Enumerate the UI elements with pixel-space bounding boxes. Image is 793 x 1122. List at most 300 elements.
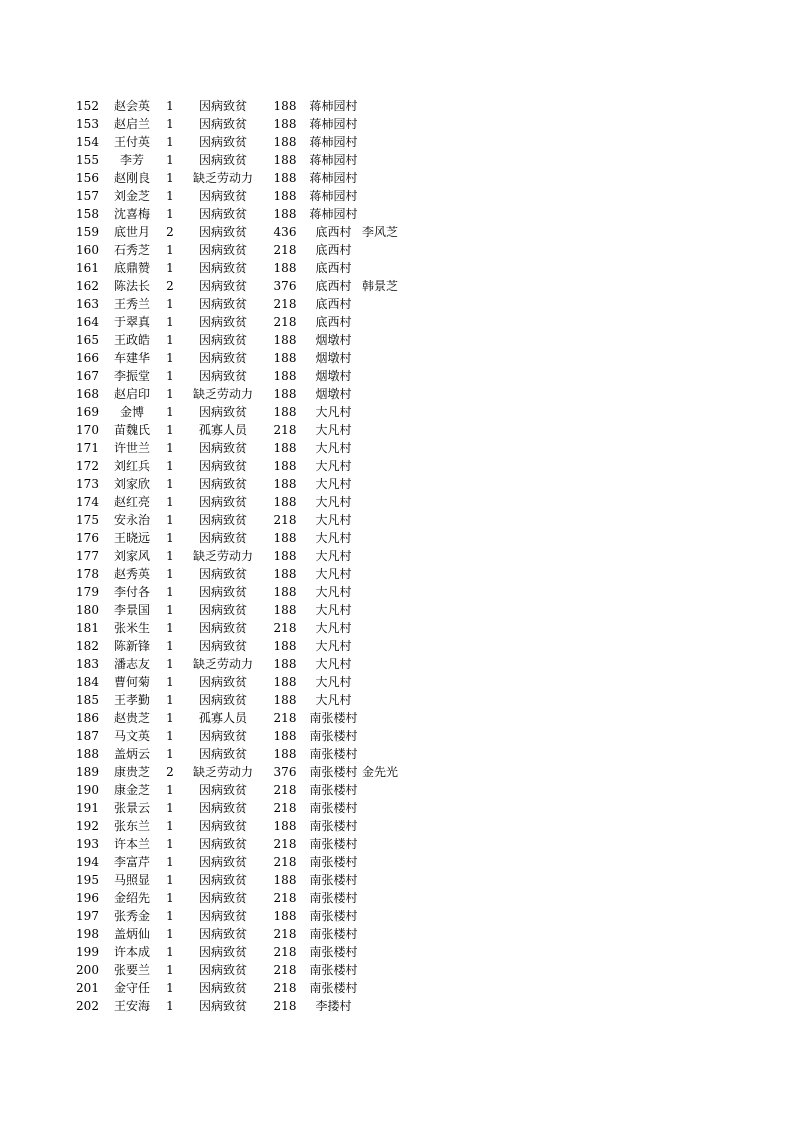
table-row (70, 565, 412, 583)
person-name: 马照显 (113, 873, 150, 887)
co-member-name (362, 529, 412, 547)
row-number: 159 (76, 225, 99, 239)
household-count: 1 (166, 783, 174, 797)
table-row (70, 151, 412, 169)
village-name: 蒋柿园村 (309, 189, 358, 203)
household-count: 1 (166, 459, 174, 473)
poverty-reason: 因病致贫 (198, 729, 247, 743)
village-name: 南张楼村 (309, 765, 358, 779)
row-number: 153 (76, 117, 99, 131)
co-member-name (362, 619, 412, 637)
person-name: 李景国 (113, 603, 150, 617)
person-name: 许本兰 (113, 837, 150, 851)
table-row (70, 331, 412, 349)
poverty-reason: 因病致贫 (198, 369, 247, 383)
row-number: 195 (76, 873, 99, 887)
household-count: 1 (166, 531, 174, 545)
village-name: 大凡村 (315, 495, 352, 509)
person-name: 金绍先 (113, 891, 150, 905)
poverty-reason: 因病致贫 (198, 999, 247, 1013)
poverty-reason: 因病致贫 (198, 297, 247, 311)
household-count: 1 (166, 441, 174, 455)
person-name: 陈新锋 (113, 639, 150, 653)
row-number: 162 (76, 279, 99, 293)
household-count: 1 (166, 387, 174, 401)
village-name: 南张楼村 (309, 909, 358, 923)
person-name: 张景云 (113, 801, 150, 815)
subsidy-amount: 188 (273, 261, 297, 275)
subsidy-amount: 188 (273, 477, 297, 491)
table-row (70, 781, 412, 799)
subsidy-amount: 218 (273, 621, 297, 635)
village-name: 南张楼村 (309, 711, 358, 725)
table-row (70, 655, 412, 673)
subsidy-amount: 188 (273, 387, 297, 401)
table-row (70, 367, 412, 385)
subsidy-amount: 188 (273, 819, 297, 833)
subsidy-amount: 218 (273, 711, 297, 725)
co-member-name (362, 637, 412, 655)
poverty-reason: 缺乏劳动力 (192, 549, 253, 563)
row-number: 160 (76, 243, 99, 257)
household-count: 1 (166, 297, 174, 311)
co-member-name (362, 727, 412, 745)
co-member-name (362, 979, 412, 997)
village-name: 大凡村 (315, 621, 352, 635)
person-name: 刘家欣 (113, 477, 150, 491)
poverty-reason: 因病致贫 (198, 819, 247, 833)
table-row (70, 907, 412, 925)
poverty-reason: 因病致贫 (198, 927, 247, 941)
subsidy-amount: 188 (273, 189, 297, 203)
poverty-reason: 缺乏劳动力 (192, 387, 253, 401)
person-name: 赵贵芝 (113, 711, 150, 725)
subsidy-amount: 436 (273, 225, 297, 239)
village-name: 南张楼村 (309, 963, 358, 977)
poverty-reason: 因病致贫 (198, 135, 247, 149)
person-name: 安永治 (113, 513, 150, 527)
table-row (70, 583, 412, 601)
poverty-reason: 因病致贫 (198, 531, 247, 545)
village-name: 南张楼村 (309, 783, 358, 797)
row-number: 155 (76, 153, 99, 167)
row-number: 183 (76, 657, 99, 671)
village-name: 底西村 (315, 315, 352, 329)
row-number: 178 (76, 567, 99, 581)
co-member-name (362, 133, 412, 151)
poverty-reason: 因病致贫 (198, 909, 247, 923)
household-count: 1 (166, 189, 174, 203)
person-name: 盖炳云 (113, 747, 150, 761)
table-row (70, 547, 412, 565)
person-name: 陈法长 (113, 279, 150, 293)
household-count: 1 (166, 711, 174, 725)
household-count: 1 (166, 243, 174, 257)
row-number: 169 (76, 405, 99, 419)
row-number: 200 (76, 963, 99, 977)
subsidy-amount: 218 (273, 315, 297, 329)
table-row (70, 421, 412, 439)
poverty-reason: 因病致贫 (198, 441, 247, 455)
person-name: 李振堂 (113, 369, 150, 383)
village-name: 蒋柿园村 (309, 135, 358, 149)
village-name: 蒋柿园村 (309, 207, 358, 221)
household-count: 1 (166, 909, 174, 923)
row-number: 171 (76, 441, 99, 455)
village-name: 大凡村 (315, 693, 352, 707)
person-name: 赵秀英 (113, 567, 150, 581)
row-number: 198 (76, 927, 99, 941)
household-count: 1 (166, 927, 174, 941)
person-name: 赵启印 (113, 387, 150, 401)
household-count: 1 (166, 333, 174, 347)
village-name: 大凡村 (315, 657, 352, 671)
table-row (70, 349, 412, 367)
subsidy-amount: 188 (273, 585, 297, 599)
subsidy-amount: 376 (273, 765, 297, 779)
table-row (70, 709, 412, 727)
village-name: 大凡村 (315, 405, 352, 419)
poverty-reason: 因病致贫 (198, 639, 247, 653)
poverty-reason: 因病致贫 (198, 855, 247, 869)
subsidy-amount: 188 (273, 441, 297, 455)
village-name: 蒋柿园村 (309, 171, 358, 185)
subsidy-amount: 188 (273, 405, 297, 419)
village-name: 烟墩村 (315, 387, 352, 401)
subsidy-amount: 376 (273, 279, 297, 293)
household-count: 1 (166, 693, 174, 707)
household-count: 1 (166, 207, 174, 221)
row-number: 176 (76, 531, 99, 545)
table-row (70, 169, 412, 187)
household-count: 1 (166, 639, 174, 653)
poverty-reason: 因病致贫 (198, 873, 247, 887)
table-row (70, 259, 412, 277)
person-name: 苗魏氏 (113, 423, 150, 437)
table-row (70, 601, 412, 619)
co-member-name (362, 817, 412, 835)
co-member-name (362, 403, 412, 421)
subsidy-amount: 188 (273, 729, 297, 743)
person-name: 王孝勤 (113, 693, 150, 707)
subsidy-amount: 188 (273, 567, 297, 581)
household-count: 1 (166, 567, 174, 581)
person-name: 康金芝 (113, 783, 150, 797)
subsidy-amount: 218 (273, 855, 297, 869)
person-name: 许本成 (113, 945, 150, 959)
household-count: 1 (166, 657, 174, 671)
table-row (70, 511, 412, 529)
household-count: 1 (166, 585, 174, 599)
co-member-name (362, 799, 412, 817)
poverty-reason: 缺乏劳动力 (192, 171, 253, 185)
poverty-reason: 因病致贫 (198, 153, 247, 167)
village-name: 大凡村 (315, 477, 352, 491)
household-count: 1 (166, 729, 174, 743)
village-name: 大凡村 (315, 423, 352, 437)
village-name: 大凡村 (315, 531, 352, 545)
poverty-reason: 因病致贫 (198, 279, 247, 293)
village-name: 大凡村 (315, 567, 352, 581)
village-name: 底西村 (315, 261, 352, 275)
household-count: 1 (166, 549, 174, 563)
table-row (70, 241, 412, 259)
row-number: 167 (76, 369, 99, 383)
row-number: 184 (76, 675, 99, 689)
row-number: 197 (76, 909, 99, 923)
co-member-name (362, 943, 412, 961)
person-name: 刘金芝 (113, 189, 150, 203)
co-member-name (362, 97, 412, 115)
person-name: 李付各 (113, 585, 150, 599)
poverty-reason: 因病致贫 (198, 459, 247, 473)
village-name: 烟墩村 (315, 369, 352, 383)
poverty-reason: 因病致贫 (198, 945, 247, 959)
co-member-name: 李风芝 (362, 225, 399, 239)
co-member-name (362, 583, 412, 601)
person-name: 马文英 (113, 729, 150, 743)
table-row (70, 313, 412, 331)
household-count: 1 (166, 513, 174, 527)
village-name: 烟墩村 (315, 333, 352, 347)
row-number: 187 (76, 729, 99, 743)
row-number: 189 (76, 765, 99, 779)
poverty-reason: 因病致贫 (198, 99, 247, 113)
poverty-reason: 因病致贫 (198, 585, 247, 599)
table-row (70, 799, 412, 817)
row-number: 191 (76, 801, 99, 815)
co-member-name (362, 295, 412, 313)
village-name: 南张楼村 (309, 819, 358, 833)
household-count: 1 (166, 171, 174, 185)
person-name: 王秀兰 (113, 297, 150, 311)
person-name: 张要兰 (113, 963, 150, 977)
household-count: 1 (166, 477, 174, 491)
row-number: 185 (76, 693, 99, 707)
table-row (70, 187, 412, 205)
co-member-name: 金先光 (362, 765, 399, 779)
village-name: 大凡村 (315, 441, 352, 455)
poverty-reason: 因病致贫 (198, 477, 247, 491)
village-name: 大凡村 (315, 513, 352, 527)
row-number: 193 (76, 837, 99, 851)
row-number: 158 (76, 207, 99, 221)
person-name: 张米生 (113, 621, 150, 635)
table-row (70, 619, 412, 637)
co-member-name (362, 475, 412, 493)
person-name: 许世兰 (113, 441, 150, 455)
person-name: 赵红亮 (113, 495, 150, 509)
household-count: 1 (166, 675, 174, 689)
table-row (70, 997, 412, 1015)
household-count: 2 (166, 765, 174, 779)
row-number: 173 (76, 477, 99, 491)
household-count: 1 (166, 747, 174, 761)
person-name: 赵会英 (113, 99, 150, 113)
poverty-reason: 因病致贫 (198, 981, 247, 995)
household-count: 1 (166, 99, 174, 113)
village-name: 南张楼村 (309, 729, 358, 743)
co-member-name (362, 745, 412, 763)
village-name: 大凡村 (315, 603, 352, 617)
co-member-name (362, 367, 412, 385)
poverty-reason: 孤寡人员 (198, 423, 247, 437)
village-name: 南张楼村 (309, 945, 358, 959)
subsidy-amount: 188 (273, 351, 297, 365)
person-name: 盖炳仙 (113, 927, 150, 941)
village-name: 大凡村 (315, 459, 352, 473)
village-name: 底西村 (315, 297, 352, 311)
poverty-reason: 因病致贫 (198, 189, 247, 203)
table-row (70, 277, 412, 295)
row-number: 165 (76, 333, 99, 347)
co-member-name (362, 439, 412, 457)
subsidy-amount: 218 (273, 981, 297, 995)
poverty-reason: 因病致贫 (198, 567, 247, 581)
person-name: 王政皓 (113, 333, 150, 347)
co-member-name (362, 241, 412, 259)
person-name: 王付英 (113, 135, 150, 149)
poverty-reason: 因病致贫 (198, 261, 247, 275)
household-count: 1 (166, 153, 174, 167)
poverty-reason: 因病致贫 (198, 207, 247, 221)
village-name: 南张楼村 (309, 801, 358, 815)
table-row (70, 385, 412, 403)
subsidy-amount: 188 (273, 495, 297, 509)
person-name: 赵启兰 (113, 117, 150, 131)
poverty-reason: 因病致贫 (198, 333, 247, 347)
person-name: 于翠真 (113, 315, 150, 329)
row-number: 172 (76, 459, 99, 473)
table-row (70, 835, 412, 853)
row-number: 201 (76, 981, 99, 995)
co-member-name (362, 709, 412, 727)
co-member-name (362, 925, 412, 943)
subsidy-amount: 218 (273, 423, 297, 437)
table-row (70, 493, 412, 511)
row-number: 194 (76, 855, 99, 869)
village-name: 南张楼村 (309, 855, 358, 869)
table-row (70, 871, 412, 889)
co-member-name (362, 565, 412, 583)
subsidy-amount: 188 (273, 747, 297, 761)
subsidy-amount: 188 (273, 135, 297, 149)
row-number: 164 (76, 315, 99, 329)
person-name: 底世月 (113, 225, 150, 239)
subsidy-amount: 188 (273, 369, 297, 383)
row-number: 166 (76, 351, 99, 365)
table-row (70, 763, 412, 781)
table-row (70, 295, 412, 313)
row-number: 174 (76, 495, 99, 509)
table-row (70, 115, 412, 133)
household-count: 1 (166, 891, 174, 905)
subsidy-amount: 218 (273, 513, 297, 527)
row-number: 181 (76, 621, 99, 635)
household-count: 1 (166, 873, 174, 887)
subsidy-amount: 188 (273, 639, 297, 653)
poverty-reason: 因病致贫 (198, 315, 247, 329)
poverty-reason: 因病致贫 (198, 963, 247, 977)
roster-table (70, 97, 412, 1015)
household-count: 1 (166, 603, 174, 617)
co-member-name (362, 151, 412, 169)
row-number: 199 (76, 945, 99, 959)
subsidy-amount: 188 (273, 99, 297, 113)
household-count: 1 (166, 855, 174, 869)
village-name: 南张楼村 (309, 837, 358, 851)
subsidy-amount: 188 (273, 207, 297, 221)
household-count: 1 (166, 405, 174, 419)
person-name: 张秀金 (113, 909, 150, 923)
household-count: 1 (166, 495, 174, 509)
co-member-name (362, 259, 412, 277)
household-count: 1 (166, 801, 174, 815)
row-number: 177 (76, 549, 99, 563)
row-number: 182 (76, 639, 99, 653)
poverty-reason: 因病致贫 (198, 351, 247, 365)
co-member-name (362, 835, 412, 853)
village-name: 南张楼村 (309, 891, 358, 905)
household-count: 1 (166, 999, 174, 1013)
table-row (70, 745, 412, 763)
subsidy-amount: 188 (273, 171, 297, 185)
row-number: 202 (76, 999, 99, 1013)
household-count: 1 (166, 369, 174, 383)
village-name: 大凡村 (315, 585, 352, 599)
co-member-name (362, 385, 412, 403)
person-name: 金博 (119, 405, 144, 419)
household-count: 1 (166, 315, 174, 329)
household-count: 2 (166, 225, 174, 239)
poverty-reason: 因病致贫 (198, 891, 247, 905)
row-number: 190 (76, 783, 99, 797)
co-member-name (362, 313, 412, 331)
co-member-name (362, 655, 412, 673)
row-number: 163 (76, 297, 99, 311)
village-name: 南张楼村 (309, 747, 358, 761)
village-name: 底西村 (315, 279, 352, 293)
village-name: 大凡村 (315, 675, 352, 689)
table-row (70, 475, 412, 493)
village-name: 南张楼村 (309, 873, 358, 887)
co-member-name (362, 691, 412, 709)
table-row (70, 961, 412, 979)
person-name: 刘红兵 (113, 459, 150, 473)
co-member-name (362, 493, 412, 511)
household-count: 1 (166, 963, 174, 977)
person-name: 底鼎赞 (113, 261, 150, 275)
subsidy-amount: 218 (273, 837, 297, 851)
subsidy-amount: 218 (273, 801, 297, 815)
co-member-name (362, 673, 412, 691)
table-row (70, 925, 412, 943)
village-name: 李搂村 (315, 999, 352, 1013)
co-member-name (362, 457, 412, 475)
roster-body (70, 97, 412, 1015)
village-name: 蒋柿园村 (309, 99, 358, 113)
row-number: 192 (76, 819, 99, 833)
person-name: 金守任 (113, 981, 150, 995)
subsidy-amount: 188 (273, 675, 297, 689)
poverty-reason: 因病致贫 (198, 117, 247, 131)
row-number: 156 (76, 171, 99, 185)
row-number: 186 (76, 711, 99, 725)
subsidy-amount: 218 (273, 297, 297, 311)
row-number: 180 (76, 603, 99, 617)
subsidy-amount: 218 (273, 999, 297, 1013)
subsidy-amount: 188 (273, 549, 297, 563)
